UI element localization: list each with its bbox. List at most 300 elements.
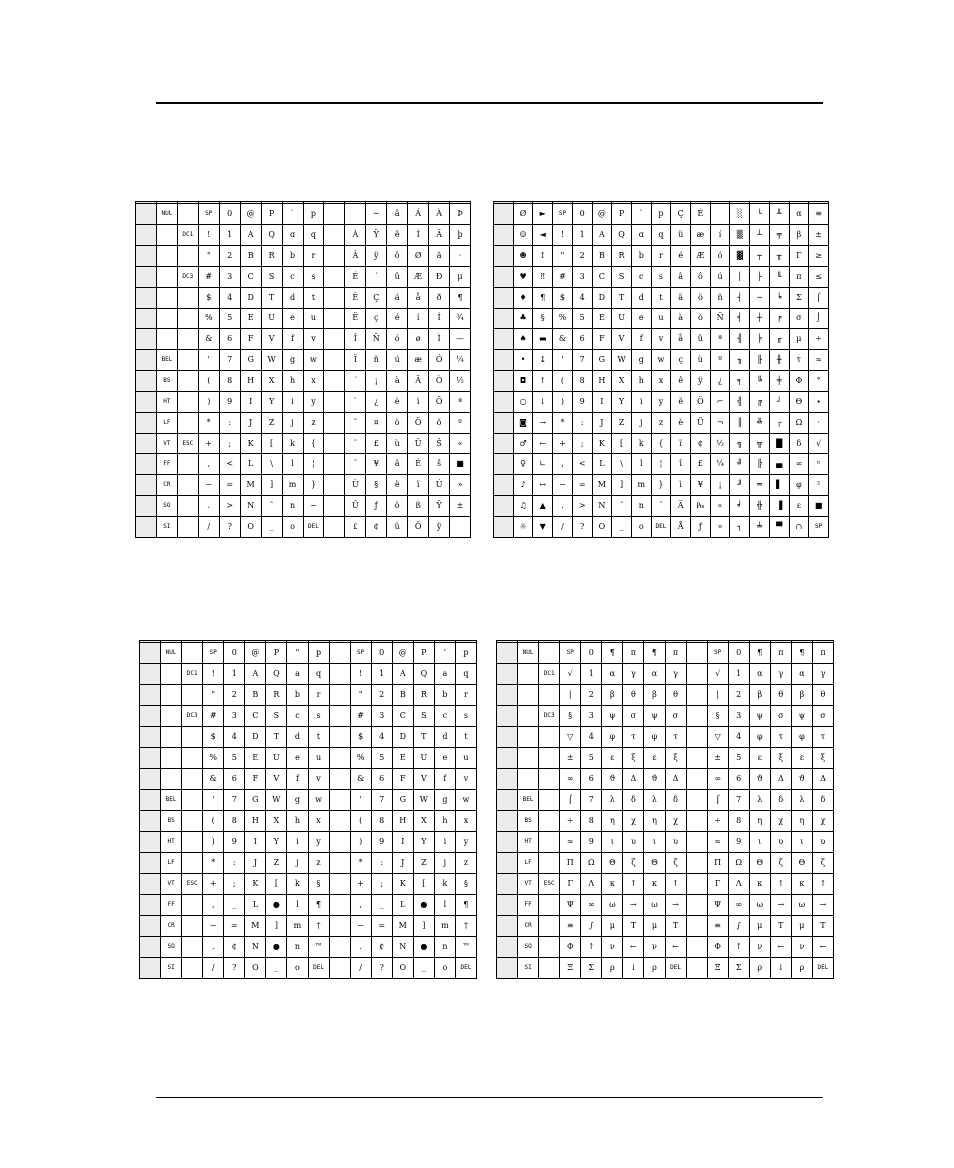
char-cell: t xyxy=(303,287,324,308)
char-cell: ι xyxy=(644,832,665,853)
char-cell xyxy=(329,769,350,790)
char-cell: ╝ xyxy=(730,454,750,475)
char-cell xyxy=(177,204,198,225)
char-cell: λ xyxy=(791,790,812,811)
char-cell: å xyxy=(671,329,691,350)
char-cell: ζ xyxy=(812,853,833,874)
char-cell: ▌ xyxy=(769,475,789,496)
char-cell: ˜ xyxy=(651,496,671,517)
table-row xyxy=(136,475,471,496)
char-cell: Λ xyxy=(728,873,749,894)
char-cell: ↑ xyxy=(665,873,686,894)
char-cell: p xyxy=(303,204,324,225)
char-cell: w xyxy=(651,350,671,371)
char-cell: w xyxy=(455,790,476,811)
table-row xyxy=(494,204,829,225)
char-cell: • xyxy=(513,350,533,371)
char-cell: y xyxy=(303,391,324,412)
char-cell: Ÿ xyxy=(366,225,387,246)
char-cell: P xyxy=(266,643,287,664)
char-cell: ╡ xyxy=(730,308,750,329)
char-cell: Φ xyxy=(560,936,581,957)
char-cell: V xyxy=(612,329,632,350)
char-cell: ↑ xyxy=(812,873,833,894)
char-cell xyxy=(177,412,198,433)
char-cell: 1 xyxy=(728,664,749,685)
char-cell: b xyxy=(631,246,651,267)
char-cell: ≤ xyxy=(809,266,829,287)
char-cell: K xyxy=(245,873,266,894)
char-cell: ☼ xyxy=(513,516,533,537)
char-cell: ¦ xyxy=(303,454,324,475)
bottom-rule xyxy=(156,1097,823,1098)
table-row xyxy=(497,915,834,936)
char-cell: T xyxy=(812,915,833,936)
char-cell: ¾ xyxy=(450,308,471,329)
char-cell: Û xyxy=(345,496,366,517)
char-cell: ║ xyxy=(730,412,750,433)
char-cell: . xyxy=(350,936,371,957)
char-cell: « xyxy=(710,496,730,517)
char-cell: þ xyxy=(450,225,471,246)
char-cell xyxy=(518,727,539,748)
char-cell: ● xyxy=(266,894,287,915)
char-cell: ! xyxy=(350,664,371,685)
table-row xyxy=(497,748,834,769)
char-cell: T xyxy=(770,915,791,936)
char-cell: % xyxy=(553,308,573,329)
char-cell: 5 xyxy=(581,748,602,769)
char-cell: ` xyxy=(631,204,651,225)
char-cell: ← xyxy=(533,433,553,454)
char-cell: β xyxy=(602,685,623,706)
row-header-cell xyxy=(494,412,514,433)
char-cell: ρ xyxy=(791,957,812,978)
char-cell: = xyxy=(224,915,245,936)
char-cell: T xyxy=(612,287,632,308)
char-cell: ] xyxy=(413,915,434,936)
char-cell: < xyxy=(219,454,240,475)
char-cell: ┘ xyxy=(769,391,789,412)
char-cell xyxy=(710,204,730,225)
char-cell: f xyxy=(287,769,308,790)
char-cell: u xyxy=(651,308,671,329)
char-cell xyxy=(539,853,560,874)
char-cell: Ω xyxy=(581,853,602,874)
char-cell: m xyxy=(631,475,651,496)
char-cell: L xyxy=(392,894,413,915)
char-cell: BS xyxy=(156,371,177,392)
char-cell: ¶ xyxy=(308,894,329,915)
char-cell: ´ xyxy=(366,266,387,287)
char-cell: SP xyxy=(560,643,581,664)
char-cell: @ xyxy=(240,204,261,225)
char-cell: X xyxy=(261,371,282,392)
char-cell: V xyxy=(413,769,434,790)
char-cell: q xyxy=(455,664,476,685)
char-cell: & xyxy=(553,329,573,350)
char-cell: ? xyxy=(224,957,245,978)
char-cell: ≡ xyxy=(707,915,728,936)
char-cell: η xyxy=(749,811,770,832)
char-cell: _ xyxy=(266,957,287,978)
char-cell: @ xyxy=(592,204,612,225)
char-cell: τ xyxy=(623,727,644,748)
char-cell: c xyxy=(282,266,303,287)
char-cell: ì xyxy=(671,475,691,496)
char-cell: ╛ xyxy=(730,496,750,517)
char-cell: ν xyxy=(791,936,812,957)
char-cell: ö xyxy=(691,287,711,308)
char-cell: ╩ xyxy=(750,412,770,433)
char-cell xyxy=(686,664,707,685)
char-cell: w xyxy=(303,350,324,371)
char-cell xyxy=(518,748,539,769)
char-cell: ╥ xyxy=(769,246,789,267)
char-cell: I xyxy=(592,391,612,412)
char-cell: 8 xyxy=(219,371,240,392)
char-cell: E xyxy=(592,308,612,329)
char-cell: ÷ xyxy=(707,811,728,832)
char-cell: 2 xyxy=(728,685,749,706)
char-cell: ; xyxy=(219,433,240,454)
char-cell: S xyxy=(612,266,632,287)
char-cell: m xyxy=(434,915,455,936)
char-cell: ñ xyxy=(366,350,387,371)
char-cell: ↨ xyxy=(533,350,553,371)
char-cell: M xyxy=(240,475,261,496)
table-row xyxy=(497,664,834,685)
char-cell: / xyxy=(553,516,573,537)
char-cell: ã xyxy=(429,246,450,267)
char-cell: ◙ xyxy=(513,412,533,433)
table-row xyxy=(494,454,829,475)
table-row xyxy=(494,246,829,267)
char-cell: M xyxy=(245,915,266,936)
char-cell: ESC xyxy=(177,433,198,454)
char-cell xyxy=(539,727,560,748)
char-cell: ε xyxy=(791,748,812,769)
char-cell: χ xyxy=(665,811,686,832)
char-cell: ┼ xyxy=(750,308,770,329)
char-cell: $ xyxy=(198,287,219,308)
char-cell: χ xyxy=(812,811,833,832)
char-cell xyxy=(182,936,203,957)
table-row xyxy=(136,412,471,433)
char-cell: ▬ xyxy=(533,329,553,350)
char-cell: λ xyxy=(644,790,665,811)
char-cell: Q xyxy=(261,225,282,246)
table-row xyxy=(136,225,471,246)
char-cell: ϑ xyxy=(644,769,665,790)
char-cell: − xyxy=(350,915,371,936)
char-cell: » xyxy=(710,516,730,537)
char-cell: DEL xyxy=(651,516,671,537)
row-header-cell xyxy=(497,706,518,727)
char-cell: ' xyxy=(553,350,573,371)
char-cell: & xyxy=(198,329,219,350)
char-cell: d xyxy=(631,287,651,308)
char-cell: α xyxy=(791,664,812,685)
char-cell: À xyxy=(429,204,450,225)
char-cell: Ö xyxy=(408,412,429,433)
char-cell: ─ xyxy=(750,287,770,308)
char-cell: ' xyxy=(203,790,224,811)
char-cell: Ψ xyxy=(560,894,581,915)
char-cell: [ xyxy=(266,873,287,894)
char-cell: a xyxy=(434,664,455,685)
char-cell: R xyxy=(413,685,434,706)
char-cell: 1 xyxy=(219,225,240,246)
char-cell: X xyxy=(266,811,287,832)
char-cell: ρ xyxy=(749,957,770,978)
char-cell: μ xyxy=(644,915,665,936)
char-cell: † xyxy=(308,915,329,936)
char-cell xyxy=(686,853,707,874)
char-cell: Π xyxy=(707,853,728,874)
char-cell xyxy=(329,727,350,748)
char-cell: 8 xyxy=(224,811,245,832)
char-cell: ↑ xyxy=(581,936,602,957)
row-header-cell xyxy=(136,308,157,329)
row-header-cell xyxy=(140,936,161,957)
char-cell: κ xyxy=(602,873,623,894)
char-cell: ~ xyxy=(303,496,324,517)
char-cell: J xyxy=(592,412,612,433)
char-cell: q xyxy=(303,225,324,246)
char-cell: ξ xyxy=(665,748,686,769)
char-cell: ═ xyxy=(750,475,770,496)
char-cell: 2 xyxy=(224,685,245,706)
char-cell: κ xyxy=(644,873,665,894)
char-cell: W xyxy=(612,350,632,371)
char-cell: Ù xyxy=(345,475,366,496)
char-cell: K xyxy=(240,433,261,454)
char-cell: % xyxy=(350,748,371,769)
row-header-cell xyxy=(497,685,518,706)
char-cell: φ xyxy=(644,727,665,748)
table-row xyxy=(494,391,829,412)
char-cell: ¶ xyxy=(602,643,623,664)
table-row xyxy=(494,475,829,496)
char-cell: ™ xyxy=(308,936,329,957)
char-cell: ε xyxy=(749,748,770,769)
row-header-cell xyxy=(497,748,518,769)
char-cell: 7 xyxy=(581,790,602,811)
char-cell: ┐ xyxy=(730,516,750,537)
char-cell xyxy=(686,748,707,769)
char-cell: Î xyxy=(345,329,366,350)
char-cell: ₤ xyxy=(345,516,366,537)
char-cell: s xyxy=(308,706,329,727)
char-cell: § xyxy=(366,475,387,496)
row-header-cell xyxy=(497,957,518,978)
row-header-cell xyxy=(140,832,161,853)
table-row xyxy=(136,454,471,475)
char-cell: å xyxy=(408,287,429,308)
char-cell xyxy=(182,894,203,915)
char-cell: π xyxy=(789,266,809,287)
char-cell: BS xyxy=(161,811,182,832)
char-cell: ` xyxy=(282,204,303,225)
char-cell: m xyxy=(287,915,308,936)
char-cell: * xyxy=(553,412,573,433)
char-cell: = xyxy=(371,915,392,936)
char-cell xyxy=(450,516,471,537)
char-cell: Ø xyxy=(408,246,429,267)
char-cell: l xyxy=(282,454,303,475)
char-cell: Õ xyxy=(429,391,450,412)
char-cell: ≡ xyxy=(560,915,581,936)
char-cell: ø xyxy=(408,329,429,350)
char-cell xyxy=(182,769,203,790)
char-cell: ⌡ xyxy=(809,308,829,329)
row-header-cell xyxy=(140,811,161,832)
char-cell: < xyxy=(572,454,592,475)
char-cell: > xyxy=(572,496,592,517)
char-cell: SI xyxy=(161,957,182,978)
char-cell: θ xyxy=(770,685,791,706)
char-cell: E xyxy=(240,308,261,329)
char-cell: Ä xyxy=(671,496,691,517)
char-cell: ¢ xyxy=(371,936,392,957)
char-cell: è xyxy=(671,412,691,433)
char-cell: ç xyxy=(671,350,691,371)
char-cell: — xyxy=(450,329,471,350)
char-cell: j xyxy=(434,853,455,874)
char-cell: SO xyxy=(161,936,182,957)
char-cell xyxy=(324,433,345,454)
char-cell: √ xyxy=(707,664,728,685)
char-cell: Ω xyxy=(789,412,809,433)
char-cell: → xyxy=(665,894,686,915)
char-cell: k xyxy=(434,873,455,894)
table-row xyxy=(136,287,471,308)
char-cell: ï xyxy=(408,475,429,496)
char-cell: α xyxy=(644,664,665,685)
row-header-cell xyxy=(136,350,157,371)
row-header-cell xyxy=(140,790,161,811)
char-cell: . xyxy=(198,496,219,517)
char-cell: ð xyxy=(429,287,450,308)
char-cell: ω xyxy=(749,894,770,915)
char-cell: ├ xyxy=(750,266,770,287)
char-cell: d xyxy=(282,287,303,308)
char-cell: υ xyxy=(812,832,833,853)
char-cell: º xyxy=(710,350,730,371)
char-cell xyxy=(686,769,707,790)
char-cell: ⌐ xyxy=(710,391,730,412)
char-cell: 2 xyxy=(371,685,392,706)
char-cell: α xyxy=(749,664,770,685)
char-cell: ß xyxy=(408,496,429,517)
char-cell: ♥ xyxy=(513,266,533,287)
char-cell: 0 xyxy=(572,204,592,225)
char-cell: j xyxy=(287,853,308,874)
table-row xyxy=(494,433,829,454)
char-cell: n xyxy=(434,936,455,957)
char-cell: ☻ xyxy=(513,246,533,267)
char-cell: β xyxy=(749,685,770,706)
char-cell xyxy=(324,412,345,433)
char-cell: ° xyxy=(809,371,829,392)
char-cell: █ xyxy=(769,433,789,454)
row-header-cell xyxy=(494,287,514,308)
char-cell: Þ xyxy=(450,204,471,225)
char-cell: À xyxy=(345,225,366,246)
char-cell: " xyxy=(287,643,308,664)
char-cell: % xyxy=(203,748,224,769)
char-cell: ò xyxy=(691,308,711,329)
char-cell: ∞ xyxy=(728,894,749,915)
char-cell: ( xyxy=(350,811,371,832)
row-header-cell xyxy=(140,664,161,685)
char-cell: š xyxy=(429,454,450,475)
char-cell: 4 xyxy=(371,727,392,748)
char-cell: . xyxy=(553,496,573,517)
char-cell: é xyxy=(387,308,408,329)
char-cell: λ xyxy=(602,790,623,811)
table-row xyxy=(497,957,834,978)
char-cell: ¢ xyxy=(366,516,387,537)
char-cell xyxy=(182,811,203,832)
char-cell xyxy=(539,936,560,957)
char-cell: 4 xyxy=(219,287,240,308)
char-cell: Y xyxy=(612,391,632,412)
char-cell: α xyxy=(789,204,809,225)
char-cell: ρ xyxy=(644,957,665,978)
char-cell: ░ xyxy=(730,204,750,225)
char-cell: ù xyxy=(387,433,408,454)
char-cell: à xyxy=(671,308,691,329)
char-cell: ζ xyxy=(623,853,644,874)
char-cell: FF xyxy=(161,894,182,915)
char-cell: δ xyxy=(770,790,791,811)
char-cell: t xyxy=(455,727,476,748)
char-cell: ▐ xyxy=(769,496,789,517)
table-row xyxy=(136,496,471,517)
char-cell: ╟ xyxy=(750,350,770,371)
char-cell: ◄ xyxy=(533,225,553,246)
char-cell xyxy=(686,790,707,811)
char-cell xyxy=(177,454,198,475)
char-cell: Θ xyxy=(789,391,809,412)
row-header-cell xyxy=(136,433,157,454)
char-cell: φ xyxy=(789,475,809,496)
char-cell: DC3 xyxy=(182,706,203,727)
char-cell xyxy=(686,832,707,853)
char-cell: ; xyxy=(224,873,245,894)
char-cell: o xyxy=(282,516,303,537)
char-cell: i xyxy=(287,832,308,853)
char-cell: ν xyxy=(602,936,623,957)
char-cell: # xyxy=(203,706,224,727)
char-cell: è xyxy=(387,391,408,412)
char-cell: Σ xyxy=(728,957,749,978)
char-cell: BEL xyxy=(156,350,177,371)
char-cell: 7 xyxy=(572,350,592,371)
char-cell xyxy=(182,957,203,978)
row-header-cell xyxy=(136,266,157,287)
char-cell: ± xyxy=(450,496,471,517)
char-cell: Ï xyxy=(345,350,366,371)
char-cell: ¼ xyxy=(710,454,730,475)
char-cell: μ xyxy=(749,915,770,936)
char-cell: ‼ xyxy=(533,266,553,287)
char-cell: ( xyxy=(203,811,224,832)
char-cell: ≡ xyxy=(809,204,829,225)
row-header-cell xyxy=(136,475,157,496)
